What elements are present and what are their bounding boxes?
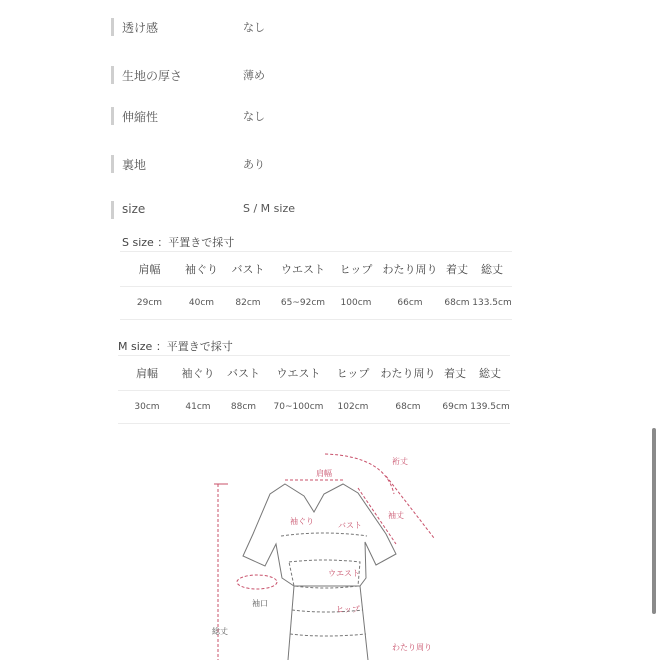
attr-row-sheerness bbox=[111, 17, 511, 37]
attr-label: 生地の厚さ bbox=[122, 69, 183, 83]
table-row bbox=[120, 287, 512, 320]
value-cell: 88cm bbox=[220, 391, 267, 424]
label-bust: バスト bbox=[338, 521, 362, 530]
measure-arrows bbox=[214, 454, 434, 660]
attr-bar bbox=[111, 155, 114, 173]
value-cell: 82cm bbox=[224, 287, 272, 320]
label-waist: ウエスト bbox=[328, 569, 360, 578]
header-cell: わたり周り bbox=[382, 263, 438, 276]
attr-value: S / M size bbox=[243, 202, 295, 215]
value-cell: 70~100cm bbox=[267, 391, 330, 424]
header-cell: 総丈 bbox=[479, 367, 501, 380]
value-cell: 139.5cm bbox=[470, 391, 510, 424]
value-cell: 65~92cm bbox=[272, 287, 334, 320]
scrollbar-thumb[interactable] bbox=[652, 428, 656, 614]
attr-value: 薄め bbox=[243, 69, 265, 82]
value-cell: 29cm bbox=[120, 287, 179, 320]
attr-value: なし bbox=[243, 21, 265, 34]
header-cell: 総丈 bbox=[481, 263, 503, 276]
value-cell: 69cm bbox=[440, 391, 470, 424]
value-cell: 68cm bbox=[442, 287, 472, 320]
label-cuff: 袖口 bbox=[252, 599, 268, 608]
garment-outline bbox=[237, 484, 396, 660]
s-size-table bbox=[120, 252, 512, 320]
value-cell: 40cm bbox=[179, 287, 224, 320]
value-cell: 66cm bbox=[378, 287, 442, 320]
table-row bbox=[118, 391, 510, 424]
attr-bar bbox=[111, 18, 114, 36]
value-cell: 41cm bbox=[176, 391, 220, 424]
attr-bar bbox=[111, 201, 114, 219]
table-header-row bbox=[118, 356, 510, 391]
header-cell: 着丈 bbox=[446, 263, 468, 276]
header-cell: 袖ぐり bbox=[185, 263, 218, 276]
measurement-diagram bbox=[200, 438, 450, 660]
attr-bar bbox=[111, 66, 114, 84]
s-size-title: S size ：平置きで採寸 bbox=[122, 236, 235, 249]
attr-row-size bbox=[111, 200, 511, 220]
header-cell: ウエスト bbox=[281, 263, 325, 276]
label-sleeve: 袖丈 bbox=[388, 511, 404, 520]
header-cell: 袖ぐり bbox=[181, 367, 215, 380]
value-cell: 30cm bbox=[118, 391, 176, 424]
label-thigh: わたり周り bbox=[392, 643, 432, 652]
attr-label: 透け感 bbox=[122, 21, 159, 35]
label-sleeve-length: 裄丈 bbox=[392, 457, 408, 466]
value-cell: 68cm bbox=[376, 391, 440, 424]
header-cell: ヒップ bbox=[339, 263, 373, 276]
label-armhole: 袖ぐり bbox=[290, 517, 314, 526]
m-size-table bbox=[118, 356, 510, 424]
value-cell: 100cm bbox=[334, 287, 378, 320]
attr-row-stretch bbox=[111, 106, 511, 126]
attr-row-lining bbox=[111, 154, 511, 174]
header-cell: わたり周り bbox=[380, 367, 436, 380]
attr-label: 裏地 bbox=[122, 158, 147, 172]
header-cell: 肩幅 bbox=[138, 263, 161, 276]
header-cell: バスト bbox=[231, 263, 265, 276]
m-size-title: M size ：平置きで採寸 bbox=[118, 340, 233, 353]
header-cell: バスト bbox=[227, 367, 260, 380]
label-total-length: 総丈 bbox=[212, 627, 228, 636]
header-cell: 着丈 bbox=[444, 367, 466, 380]
value-cell: 133.5cm bbox=[472, 287, 512, 320]
attr-label: 伸縮性 bbox=[122, 110, 159, 124]
attr-value: なし bbox=[243, 110, 265, 123]
attr-label: size bbox=[122, 202, 146, 216]
attr-value: あり bbox=[243, 158, 265, 171]
attr-row-thickness bbox=[111, 65, 511, 85]
label-shoulder: 肩幅 bbox=[316, 469, 332, 478]
header-cell: ウエスト bbox=[276, 367, 321, 380]
table-header-row bbox=[120, 252, 512, 287]
attr-bar bbox=[111, 107, 114, 125]
header-cell: ヒップ bbox=[336, 367, 370, 380]
value-cell: 102cm bbox=[330, 391, 376, 424]
label-hip: ヒップ bbox=[336, 605, 360, 614]
header-cell: 肩幅 bbox=[136, 367, 158, 380]
